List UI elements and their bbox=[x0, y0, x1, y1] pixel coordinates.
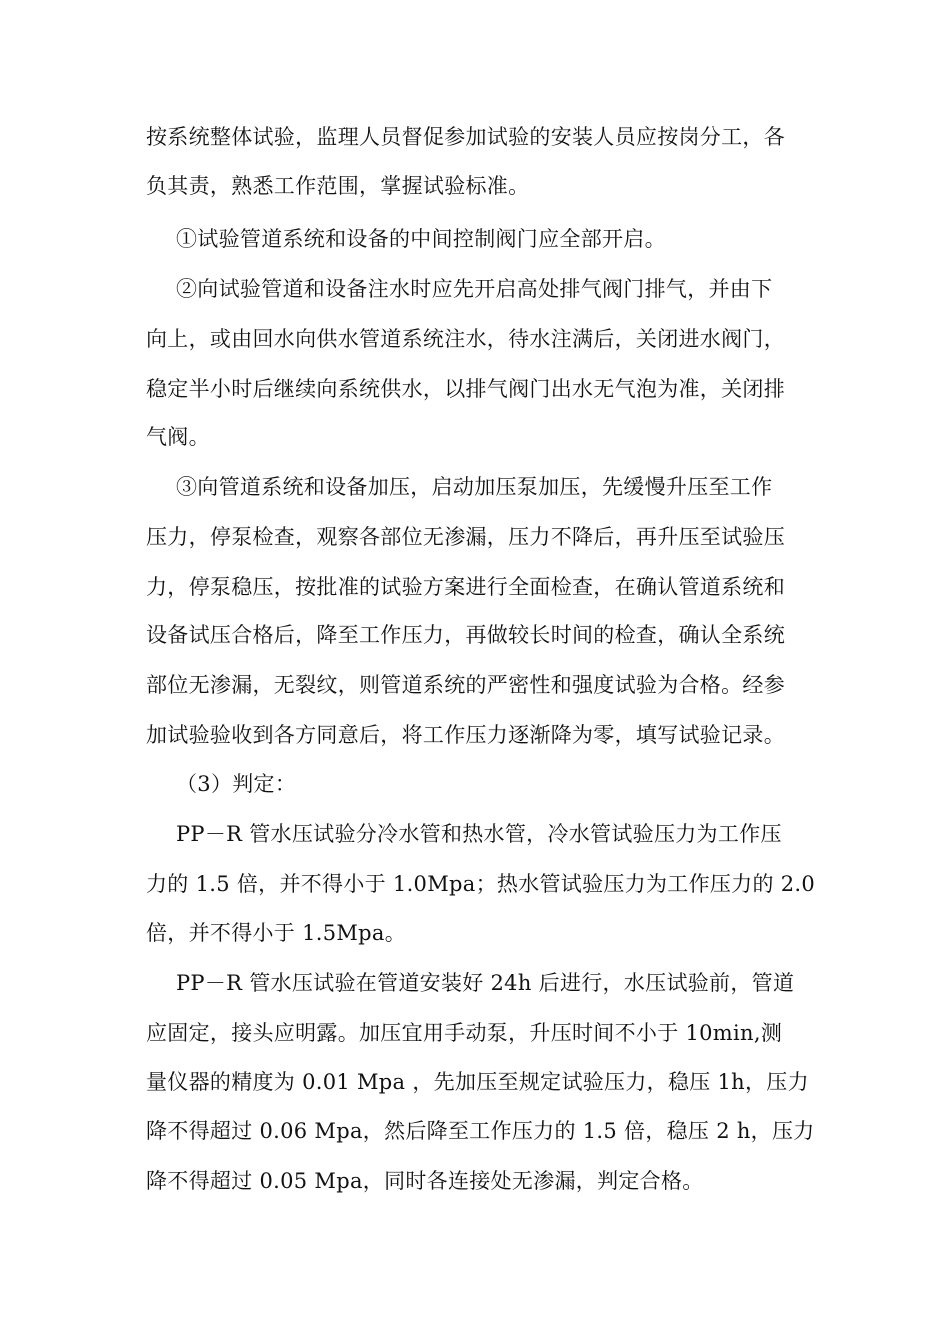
paragraph-line: 降不得超过 0.05 Mpa，同时各连接处无渗漏，判定合格。 bbox=[146, 1169, 704, 1193]
paragraph-line: PP－R 管水压试验分冷水管和热水管，冷水管试验压力为工作压 bbox=[176, 822, 782, 846]
paragraph-line: 力，停泵稳压，按批准的试验方案进行全面检查，在确认管道系统和 bbox=[146, 575, 785, 599]
paragraph-line: 降不得超过 0.06 Mpa，然后降至工作压力的 1.5 倍，稳压 2 h，压力 bbox=[146, 1119, 815, 1143]
step-3-line: ③向管道系统和设备加压，启动加压泵加压，先缓慢升压至工作 bbox=[176, 475, 773, 499]
paragraph-line: 加试验验收到各方同意后，将工作压力逐渐降为零，填写试验记录。 bbox=[146, 723, 785, 747]
paragraph-line: 稳定半小时后继续向系统供水，以排气阀门出水无气泡为准，关闭排 bbox=[146, 377, 785, 401]
paragraph-line: 量仪器的精度为 0.01 Mpa ，先加压至规定试验压力，稳压 1h，压力 bbox=[146, 1070, 809, 1094]
paragraph-line: 压力，停泵检查，观察各部位无渗漏，压力不降后，再升压至试验压 bbox=[146, 525, 785, 549]
paragraph-line: 部位无渗漏，无裂纹，则管道系统的严密性和强度试验为合格。经参 bbox=[146, 673, 785, 697]
paragraph-line: 向上，或由回水向供水管道系统注水，待水注满后，关闭进水阀门， bbox=[146, 327, 785, 351]
paragraph-line: 力的 1.5 倍，并不得小于 1.0Mpa；热水管试验压力为工作压力的 2.0 bbox=[146, 872, 816, 896]
paragraph-line: 气阀。 bbox=[146, 425, 210, 449]
paragraph-line: 设备试压合格后，降至工作压力，再做较长时间的检查，确认全系统 bbox=[146, 623, 785, 647]
section-heading: （3）判定： bbox=[176, 772, 297, 796]
paragraph-line: 按系统整体试验，监理人员督促参加试验的安装人员应按岗分工，各 bbox=[146, 125, 785, 149]
step-1-line: ①试验管道系统和设备的中间控制阀门应全部开启。 bbox=[176, 227, 666, 251]
paragraph-line: 负其责，熟悉工作范围，掌握试验标准。 bbox=[146, 174, 530, 198]
paragraph-line: PP－R 管水压试验在管道安装好 24h 后进行，水压试验前，管道 bbox=[176, 971, 795, 995]
paragraph-line: 倍，并不得小于 1.5Mpa。 bbox=[146, 921, 407, 945]
step-2-line: ②向试验管道和设备注水时应先开启高处排气阀门排气，并由下 bbox=[176, 277, 773, 301]
paragraph-line: 应固定，接头应明露。加压宜用手动泵，升压时间不小于 10min,测 bbox=[146, 1021, 783, 1045]
